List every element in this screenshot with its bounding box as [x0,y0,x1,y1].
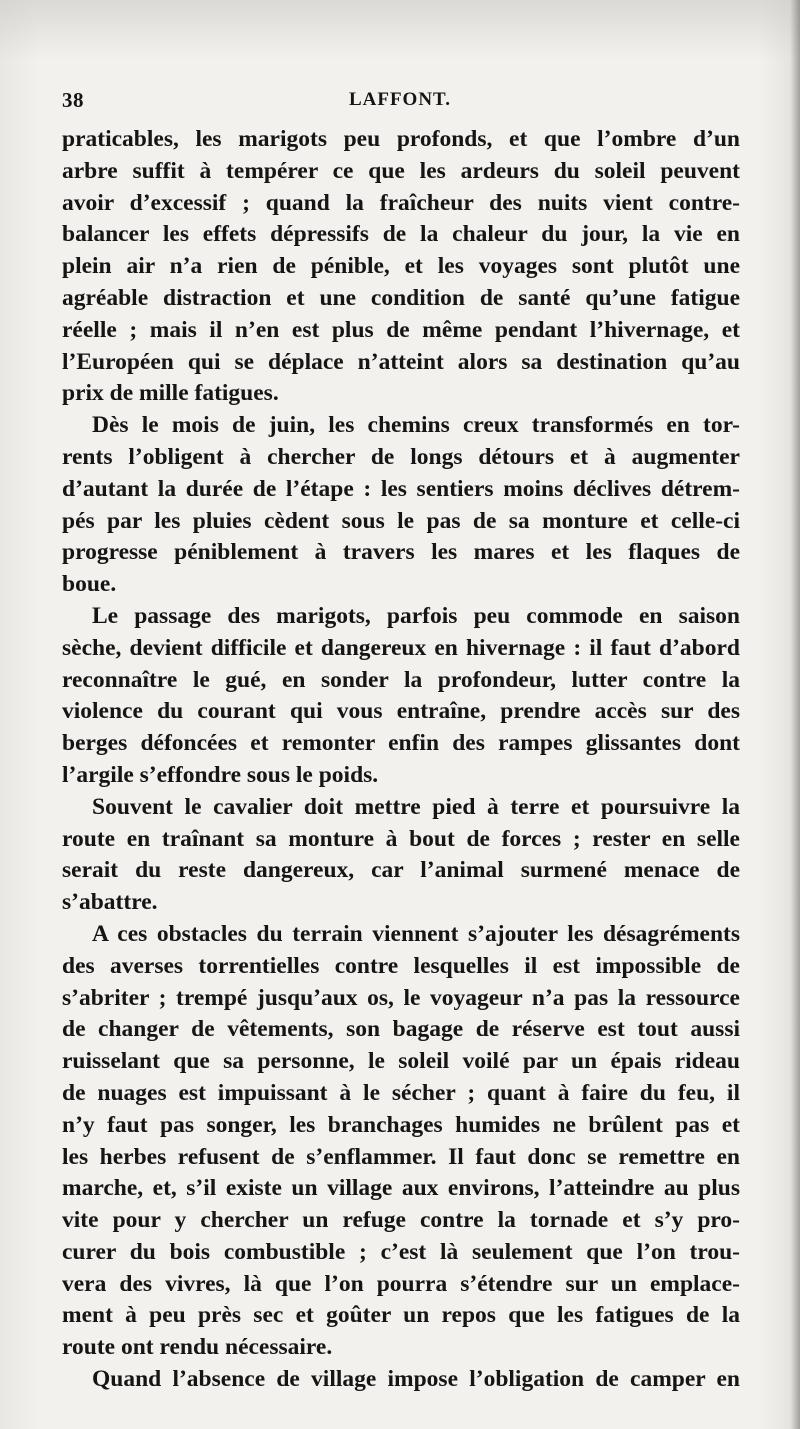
page-number: 38 [62,88,84,112]
text-line: des averses torrentielles contre lesquelles il est impossible de [62,952,740,979]
text-line: plein air n’a rien de pénible, et les voyages sont plutôt une [62,253,740,280]
running-head [62,86,738,114]
text-line: vera des vivres, là que l’on pourra s’étendre sur un emplace- [62,1270,740,1297]
text-line: rents l’obligent à chercher de longs détours et à augmenter [62,443,740,470]
text-line: serait du reste dangereux, car l’animal surmené menace de [62,857,740,884]
text-line: avoir d’excessif ; quand la fraîcheur des nuits vient contre- [62,189,740,216]
text-line: réelle ; mais il n’en est plus de même pendant l’hivernage, et [62,316,740,343]
text-line: de changer de vêtements, son bagage de réserve est tout aussi [62,1016,740,1043]
text-line: balancer les effets dépressifs de la chaleur du jour, la vie en [62,221,740,248]
text-line: d’autant la durée de l’étape : les sentiers moins déclives détrem- [62,475,740,502]
text-line: Le passage des marigots, parfois peu commode en saison [92,602,740,629]
text-line: praticables, les marigots peu profonds, et que l’ombre d’un [62,126,740,152]
page-shadow [0,0,800,60]
text-line: n’y faut pas songer, les branchages humides ne brûlent pas et [62,1111,740,1138]
text-line: A ces obstacles du terrain viennent s’ajouter les désagréments [92,920,740,947]
text-line: progresse péniblement à travers les mares et les flaques de [62,539,740,566]
text-line: Dès le mois de juin, les chemins creux transformés en tor- [92,412,740,439]
text-line: curer du bois combustible ; c’est là seulement que l’on trou- [62,1238,740,1265]
text-line: boue. [62,571,117,598]
text-line: s’abriter ; trempé jusqu’aux os, le voyageur n’a pas la ressource [62,984,740,1011]
text-line: de nuages est impuissant à le sécher ; quant à faire du feu, il [62,1079,740,1106]
text-line: l’argile s’effondre sous le poids. [62,761,379,788]
text-line: Quand l’absence de village impose l’obligation de camper en [92,1366,740,1393]
text-line: marche, et, s’il existe un village aux environs, l’atteindre au plus [62,1175,740,1202]
text-line: agréable distraction et une condition de santé qu’une fatigue [62,284,740,311]
text-line: route ont rendu nécessaire. [62,1334,333,1361]
text-line: berges défoncées et remonter enfin des rampes glissantes dont [62,730,740,757]
text-line: route en traînant sa monture à bout de forces ; rester en selle [62,825,740,852]
text-line: ment à peu près sec et goûter un repos que les fatigues de la [62,1302,740,1329]
text-line: les herbes refusent de s’enflammer. Il faut donc se remettre en [62,1143,740,1170]
text-line: pés par les pluies cèdent sous le pas de sa monture et celle-ci [62,507,740,534]
body-text [62,124,740,1396]
page-edge [790,0,800,1429]
text-line: prix de mille fatigues. [62,380,279,407]
text-line: s’abattre. [62,889,158,916]
text-line: sèche, devient difficile et dangereux en hivernage : il faut d’abord [62,634,740,661]
text-line: reconnaître le gué, en sonder la profondeur, lutter contre la [62,666,740,693]
running-title: LAFFONT. [348,89,452,110]
text-line: violence du courant qui vous entraîne, prendre accès sur des [62,698,740,725]
text-line: vite pour y chercher un refuge contre la tornade et s’y pro- [62,1207,740,1234]
text-line: arbre suffit à tempérer ce que les ardeurs du soleil peuvent [62,157,740,184]
text-line: ruisselant que sa personne, le soleil voilé par un épais rideau [62,1048,740,1075]
text-line: l’Européen qui se déplace n’atteint alors sa destination qu’au [62,348,740,375]
text-line: Souvent le cavalier doit mettre pied à terre et poursuivre la [92,793,740,820]
